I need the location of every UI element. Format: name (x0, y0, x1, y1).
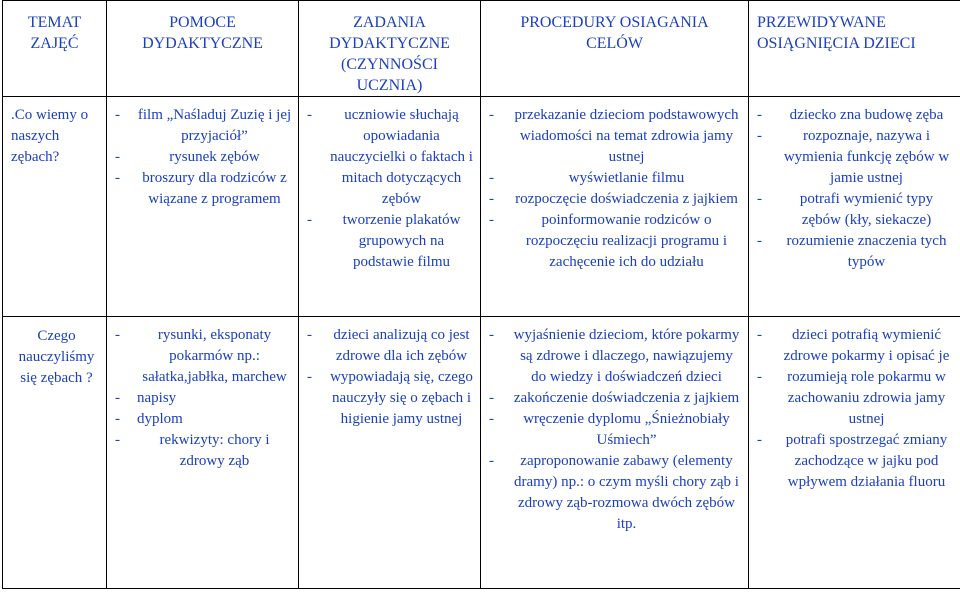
header-cell-tasks (299, 1, 481, 97)
outcomes-cell (749, 97, 960, 317)
procedures-cell (481, 97, 749, 317)
list-item: - tworzenie plakatów grupowych na podstawie filmu (307, 210, 474, 273)
outcomes-list (749, 97, 960, 273)
topic-text: Czego nauczyliśmy się zębach ? (18, 328, 95, 386)
list-item: - dzieci analizują co jest zdrowe dla ich zębów (307, 325, 474, 367)
list-item: - potrafi spostrzegać zmiany zachodzące w jajku pod wpływem działania fluoru (757, 430, 954, 493)
aids-list (107, 97, 298, 210)
list-item: - poinformowanie rodziców o rozpoczęciu realizacji programu i zachęcenie ich do udziału (489, 210, 742, 273)
outcomes-list (749, 317, 960, 493)
header-cell-aids (107, 1, 299, 97)
outcomes-cell (749, 317, 960, 589)
header-outcomes: PRZEWIDYWANE OSIĄGNIĘCIA DZIECI (757, 14, 916, 52)
list-item: - dziecko zna budowę zęba (757, 105, 954, 126)
aids-list (107, 317, 298, 472)
header-cell-topic (3, 1, 107, 97)
list-item: - potrafi wymienić typy zębów (kły, siekacze) (757, 189, 954, 231)
list-item: - napisy (115, 388, 292, 409)
header-tasks: ZADANIA DYDAKTYCZNE (CZYNNOŚCI UCZNIA) (329, 14, 450, 94)
list-item: - rozpoznaje, nazywa i wymienia funkcję zębów w jamie ustnej (757, 126, 954, 189)
procedures-list (481, 97, 748, 273)
aids-cell (107, 317, 299, 589)
tasks-cell (299, 317, 481, 589)
table-row (3, 317, 960, 589)
list-item: - rozpoczęcie doświadczenia z jajkiem (489, 189, 742, 210)
topic-cell (3, 317, 107, 589)
list-item: - zaproponowanie zabawy (elementy dramy) np.: o czym myśli chory ząb i zdrowy ząb-rozmowa dwóch zębów itp. (489, 451, 742, 535)
topic-text: .Co wiemy o naszych zębach? (11, 107, 89, 165)
list-item: - rekwizyty: chory i zdrowy ząb (115, 430, 292, 472)
lesson-plan-page (2, 0, 960, 593)
list-item: - wyświetlanie filmu (489, 168, 742, 189)
list-item: - wyjaśnienie dzieciom, które pokarmy są zdrowe i dlaczego, nawiązujemy do wiedzy i doświadczeń dzieci (489, 325, 742, 388)
header-procedures: PROCEDURY OSIAGANIA CELÓW (520, 14, 709, 52)
procedures-cell (481, 317, 749, 589)
header-cell-procedures (481, 1, 749, 97)
list-item: - zakończenie doświadczenia z jajkiem (489, 388, 742, 409)
header-cell-outcomes (749, 1, 960, 97)
list-item: - broszury dla rodziców z wiązane z programem (115, 168, 292, 210)
tasks-cell (299, 97, 481, 317)
tasks-list (299, 97, 480, 273)
list-item: - wypowiadają się, czego nauczyły się o zębach i higienie jamy ustnej (307, 367, 474, 430)
list-item: - rysunki, eksponaty pokarmów np.: sałatka,jabłka, marchew (115, 325, 292, 388)
list-item: - uczniowie słuchają opowiadania nauczycielki o faktach i mitach dotyczących zębów (307, 105, 474, 210)
list-item: - dzieci potrafią wymienić zdrowe pokarmy i opisać je (757, 325, 954, 367)
table-row (3, 97, 960, 317)
list-item: - rysunek zębów (115, 147, 292, 168)
list-item: - dyplom (115, 409, 292, 430)
tasks-list (299, 317, 480, 430)
list-item: - wręczenie dyplomu „Śnieżnobiały Uśmiech” (489, 409, 742, 451)
list-item: - rozumieją role pokarmu w zachowaniu zdrowia jamy ustnej (757, 367, 954, 430)
lesson-plan-table (2, 0, 960, 589)
header-row (3, 1, 960, 97)
header-aids: POMOCE DYDAKTYCZNE (142, 14, 263, 52)
list-item: - przekazanie dzieciom podstawowych wiadomości na temat zdrowia jamy ustnej (489, 105, 742, 168)
list-item: - rozumienie znaczenia tych typów (757, 231, 954, 273)
header-topic: TEMAT ZAJĘĆ (27, 14, 82, 52)
topic-cell (3, 97, 107, 317)
procedures-list (481, 317, 748, 535)
list-item: - film „Naśladuj Zuzię i jej przyjaciół” (115, 105, 292, 147)
aids-cell (107, 97, 299, 317)
